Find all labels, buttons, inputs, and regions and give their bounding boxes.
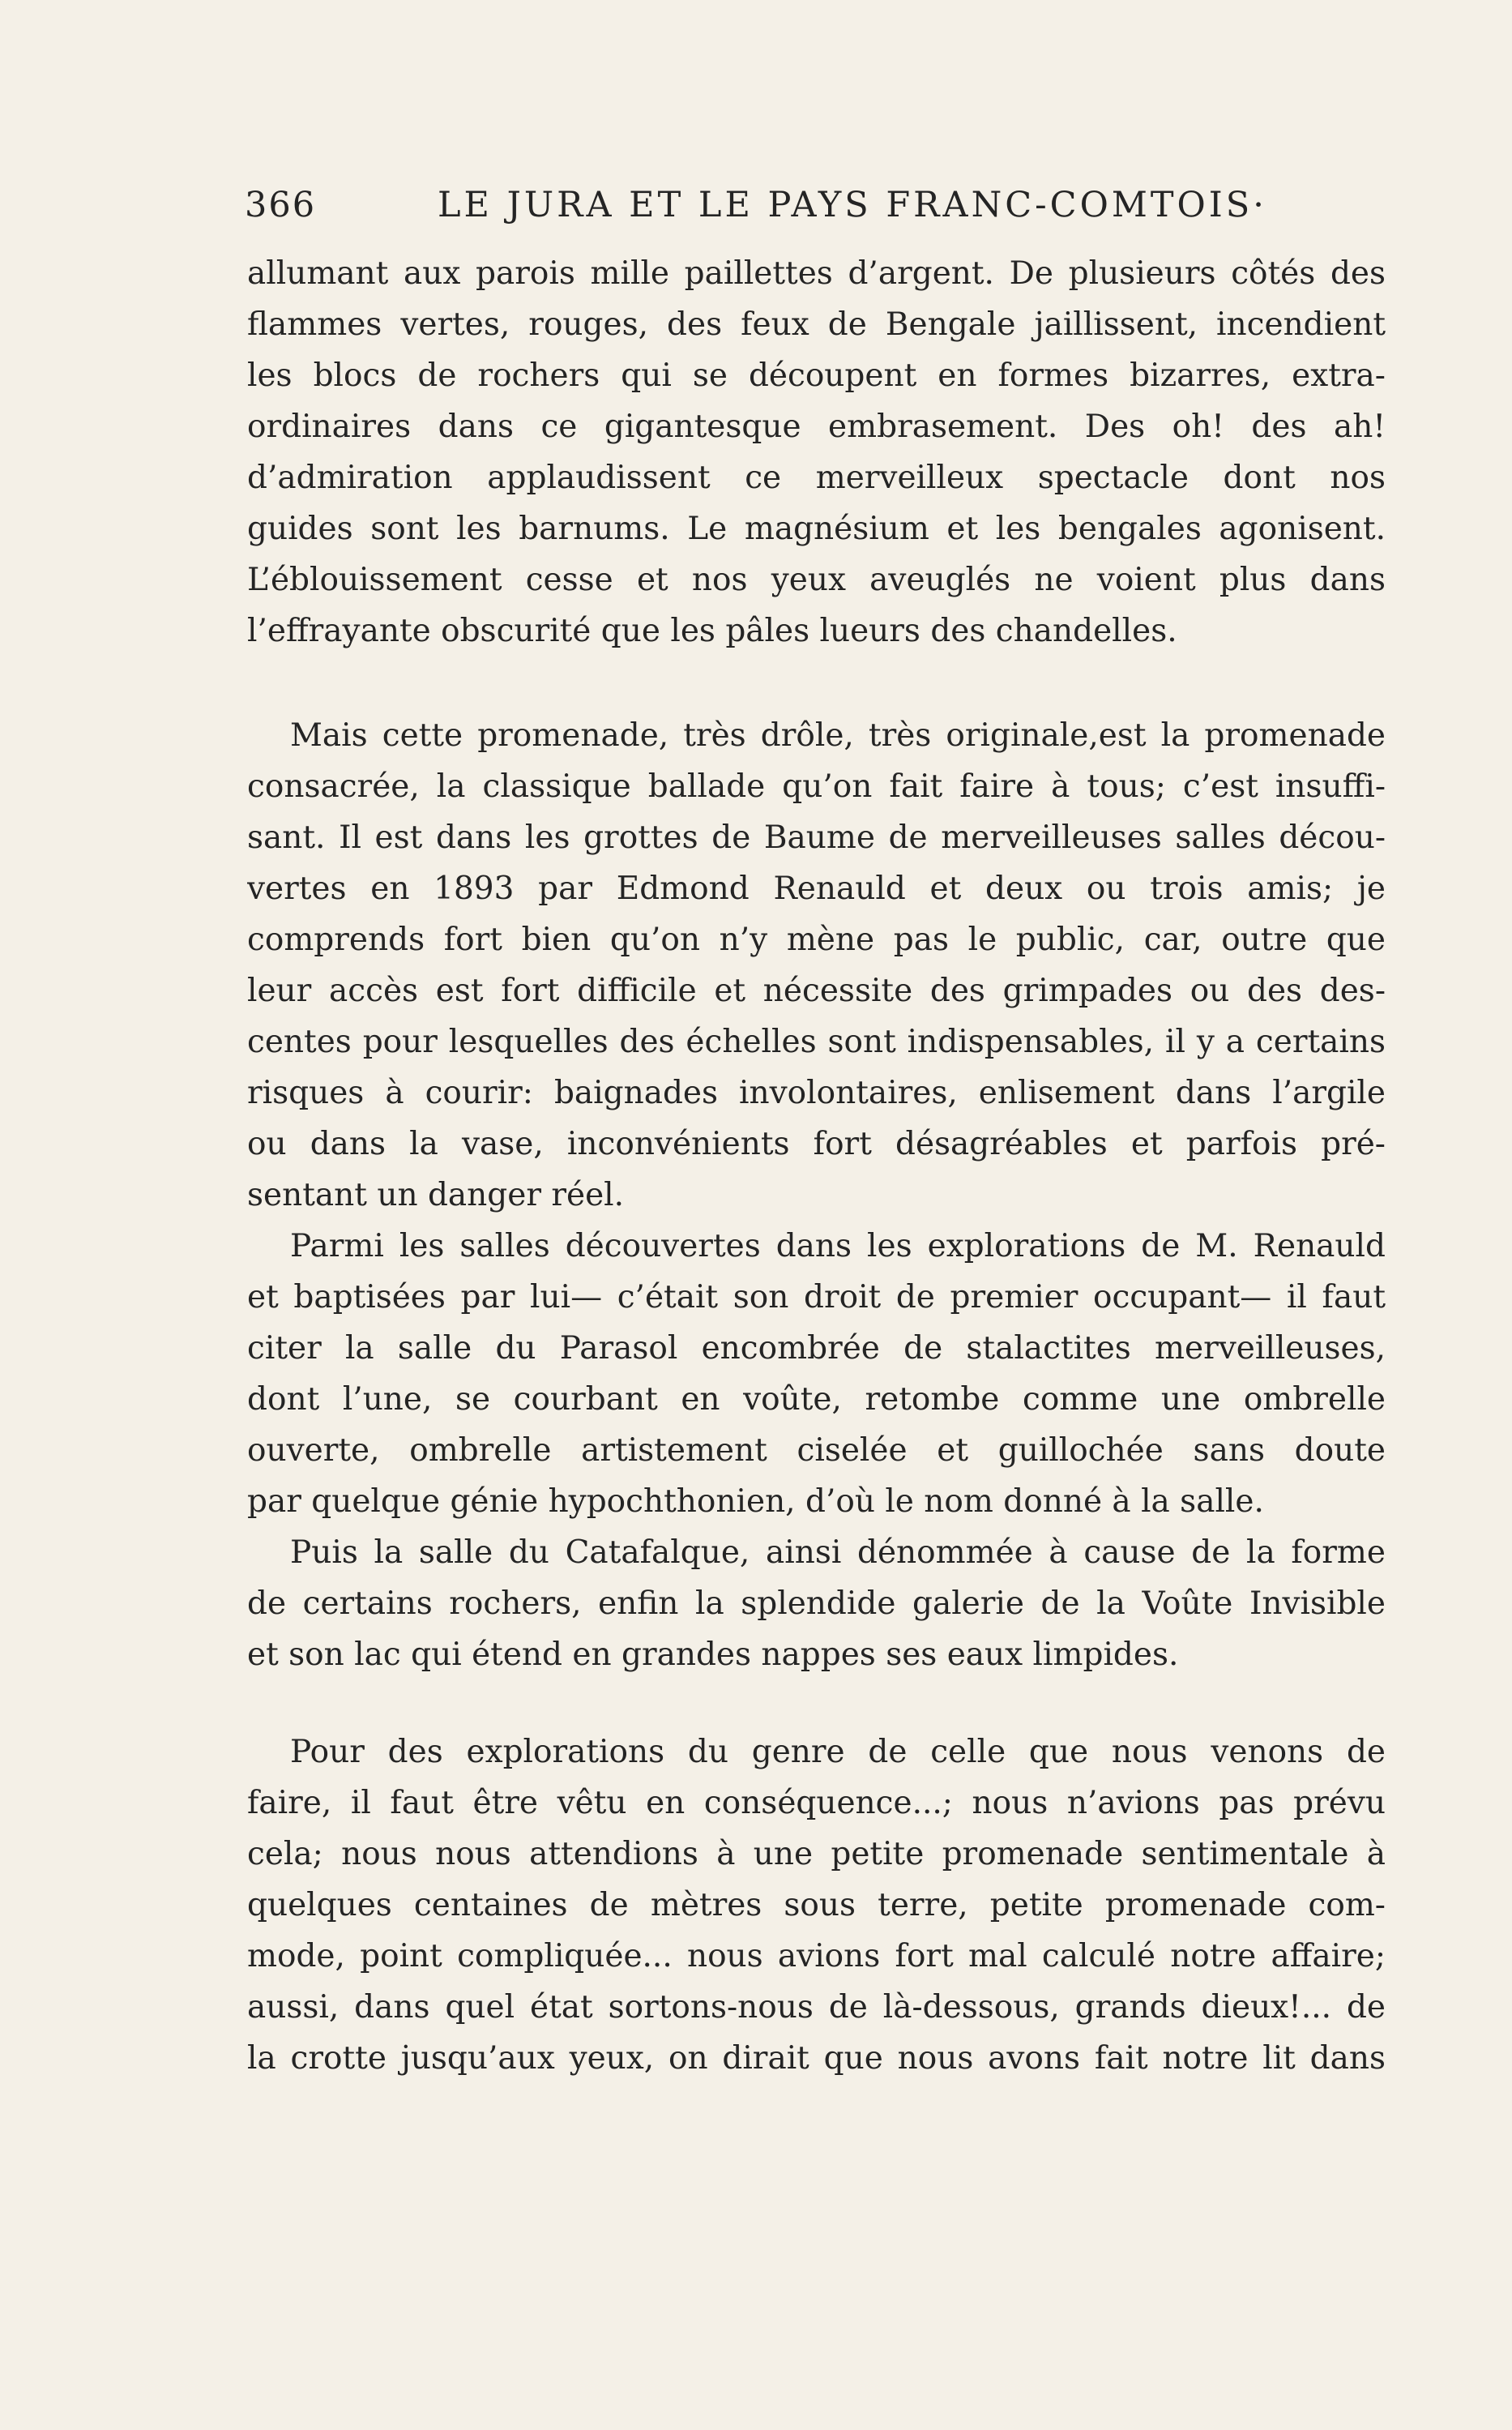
- text-line: sentant un danger réel.: [247, 1177, 625, 1213]
- text-line: allumant aux parois mille paillettes d’argent. De plusieurs côtés des: [247, 255, 1386, 292]
- section-gap: [247, 657, 1386, 710]
- text-line: la crotte jusqu’aux yeux, on dirait que nous avons fait notre lit dans: [247, 2040, 1386, 2077]
- text-line: l’effrayante obscurité que les pâles lueurs des chandelles.: [247, 613, 1177, 649]
- text-line: risques à courir: baignades involontaires, enlisement dans l’argile: [247, 1075, 1386, 1111]
- text-line: par quelque génie hypochthonien, d’où le nom donné à la salle.: [247, 1483, 1264, 1520]
- text-line: L’éblouissement cesse et nos yeux aveuglés ne voient plus dans: [247, 562, 1386, 598]
- running-title: LE JURA ET LE PAYS FRANC-COMTOIS·: [438, 185, 1267, 225]
- paragraph-4: [247, 1527, 1386, 1680]
- text-line: ordinaires dans ce gigantesque embrasement. Des oh! des ah!: [247, 409, 1386, 445]
- text-line: aussi, dans quel état sortons-nous de là-dessous, grands dieux!... de: [247, 1989, 1386, 2026]
- text-line: les blocs de rochers qui se découpent en formes bizarres, extra-: [247, 357, 1386, 394]
- paragraph-2: [247, 710, 1386, 1221]
- page-header: [245, 185, 1387, 233]
- text-line: centes pour lesquelles des échelles sont indispensables, il y a certains: [247, 1024, 1386, 1060]
- text-line: leur accès est fort difficile et nécessite des grimpades ou des des-: [247, 973, 1386, 1009]
- text-line: et son lac qui étend en grandes nappes ses eaux limpides.: [247, 1636, 1179, 1673]
- text-line: ou dans la vase, inconvénients fort désagréables et parfois pré-: [247, 1126, 1386, 1162]
- text-line: cela; nous nous attendions à une petite promenade sentimentale à: [247, 1836, 1386, 1872]
- page-number: 366: [245, 185, 317, 225]
- paragraph-1: [247, 248, 1386, 657]
- text-line: quelques centaines de mètres sous terre, petite promenade com-: [247, 1887, 1386, 1923]
- text-line: citer la salle du Parasol encombrée de stalactites merveilleuses,: [247, 1330, 1386, 1367]
- paragraph-3: [247, 1221, 1386, 1527]
- paragraph-5: [247, 1726, 1386, 2084]
- section-gap: [247, 1680, 1386, 1726]
- text-line: Pour des explorations du genre de celle que nous venons de: [290, 1734, 1386, 1770]
- text-line: sant. Il est dans les grottes de Baume de merveilleuses salles décou-: [247, 819, 1386, 856]
- text-line: d’admiration applaudissent ce merveilleux spectacle dont nos: [247, 460, 1386, 496]
- text-line: Mais cette promenade, très drôle, très originale,est la promenade: [290, 717, 1386, 754]
- text-line: mode, point compliquée... nous avions fort mal calculé notre affaire;: [247, 1938, 1386, 1974]
- text-line: faire, il faut être vêtu en conséquence...; nous n’avions pas prévu: [247, 1785, 1386, 1821]
- text-line: vertes en 1893 par Edmond Renauld et deux ou trois amis; je: [247, 871, 1386, 907]
- text-line: guides sont les barnums. Le magnésium et les bengales agonisent.: [247, 511, 1386, 547]
- text-line: dont l’une, se courbant en voûte, retombe comme une ombrelle: [247, 1381, 1386, 1418]
- text-line: consacrée, la classique ballade qu’on fait faire à tous; c’est insuffi-: [247, 768, 1386, 805]
- body-text: [247, 248, 1386, 2084]
- text-line: et baptisées par lui— c’était son droit de premier occupant— il faut: [247, 1279, 1386, 1316]
- text-line: Puis la salle du Catafalque, ainsi dénommée à cause de la forme: [290, 1534, 1386, 1571]
- text-line: comprends fort bien qu’on n’y mène pas le public, car, outre que: [247, 922, 1386, 958]
- text-line: Parmi les salles découvertes dans les explorations de M. Renauld: [290, 1228, 1386, 1264]
- text-line: de certains rochers, enfin la splendide galerie de la Voûte Invisible: [247, 1585, 1386, 1622]
- text-line: ouverte, ombrelle artistement ciselée et guillochée sans doute: [247, 1432, 1386, 1469]
- text-line: flammes vertes, rouges, des feux de Bengale jaillissent, incendient: [247, 306, 1386, 343]
